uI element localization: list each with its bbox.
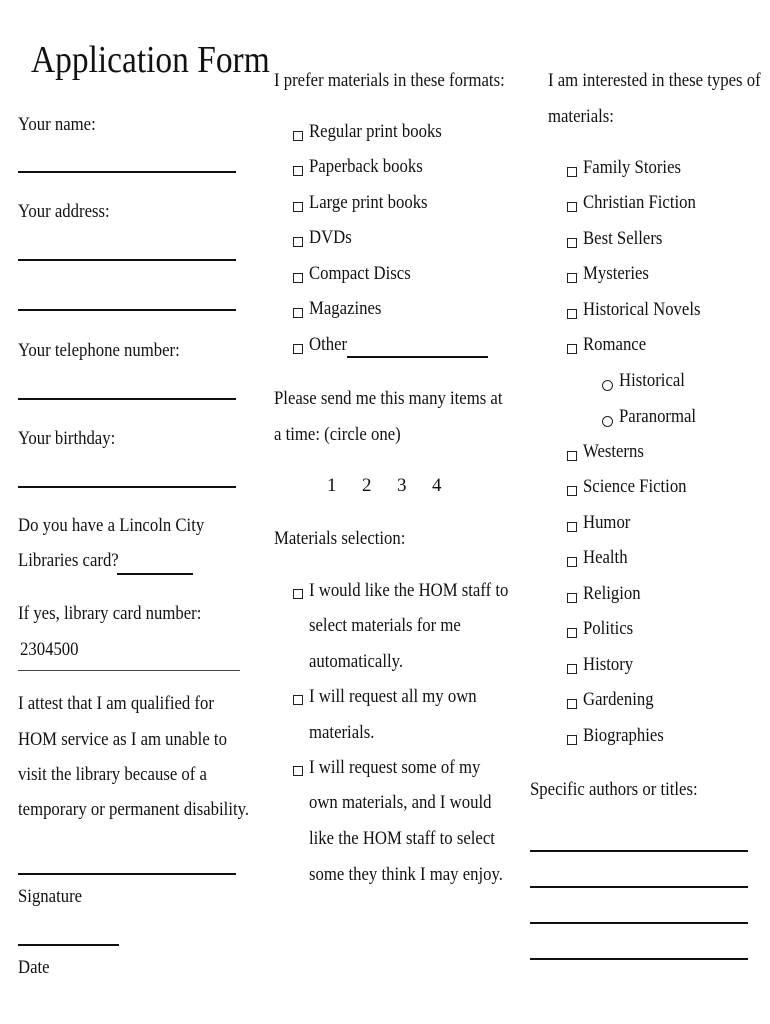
types-heading-line-2: materials: — [548, 106, 614, 127]
type-label: History — [583, 654, 634, 675]
card-number-value[interactable]: 2304500 — [20, 639, 79, 660]
romance-sub-label: Historical — [619, 370, 685, 391]
format-checkbox[interactable] — [293, 273, 303, 283]
address-field-line-1[interactable] — [18, 259, 236, 261]
authors-field-line[interactable] — [530, 958, 748, 960]
type-checkbox[interactable] — [567, 522, 577, 532]
count-option[interactable]: 3 — [397, 475, 407, 496]
type-checkbox[interactable] — [567, 557, 577, 567]
type-label: Best Sellers — [583, 228, 663, 249]
date-field[interactable] — [18, 944, 119, 946]
format-option-label: Paperback books — [309, 156, 423, 177]
items-question-line-2: a time: (circle one) — [274, 424, 401, 445]
count-option[interactable]: 4 — [432, 475, 442, 496]
selection-checkbox[interactable] — [293, 766, 303, 776]
type-label: Family Stories — [583, 157, 682, 178]
name-label: Your name: — [18, 114, 96, 135]
romance-sub-radio[interactable] — [602, 380, 613, 391]
card-question-line-1: Do you have a Lincoln City — [18, 515, 205, 536]
type-label: Humor — [583, 512, 631, 533]
type-label: Romance — [583, 334, 647, 355]
phone-label: Your telephone number: — [18, 340, 180, 361]
selection-option-line: some they think I may enjoy. — [309, 864, 503, 885]
authors-field-line[interactable] — [530, 886, 748, 888]
count-option[interactable]: 2 — [362, 475, 372, 496]
type-checkbox[interactable] — [567, 735, 577, 745]
format-option-label: Regular print books — [309, 121, 442, 142]
selection-option-line: I would like the HOM staff to — [309, 580, 509, 601]
attest-line: temporary or permanent disability. — [18, 799, 250, 820]
attest-line: HOM service as I am unable to — [18, 729, 227, 750]
form-title: Application Form — [31, 39, 270, 81]
signature-field[interactable] — [18, 873, 236, 875]
format-checkbox[interactable] — [293, 166, 303, 176]
address-label: Your address: — [18, 201, 110, 222]
selection-option-line: select materials for me — [309, 615, 461, 636]
format-checkbox[interactable] — [293, 308, 303, 318]
type-label: Gardening — [583, 689, 654, 710]
type-checkbox[interactable] — [567, 309, 577, 319]
type-label: Historical Novels — [583, 299, 701, 320]
selection-checkbox[interactable] — [293, 589, 303, 599]
selection-option-line: I will request all my own — [309, 686, 477, 707]
attest-line: I attest that I am qualified for — [18, 693, 214, 714]
selection-option-line: materials. — [309, 722, 375, 743]
authors-label: Specific authors or titles: — [530, 779, 698, 800]
types-heading-line-1: I am interested in these types of — [548, 70, 761, 91]
type-label: Biographies — [583, 725, 664, 746]
card-number-label: If yes, library card number: — [18, 603, 202, 624]
format-option-label: Large print books — [309, 192, 428, 213]
format-checkbox[interactable] — [293, 344, 303, 354]
format-checkbox[interactable] — [293, 131, 303, 141]
romance-sub-radio[interactable] — [602, 416, 613, 427]
type-checkbox[interactable] — [567, 238, 577, 248]
authors-field-line[interactable] — [530, 922, 748, 924]
type-checkbox[interactable] — [567, 202, 577, 212]
type-label: Religion — [583, 583, 641, 604]
type-checkbox[interactable] — [567, 664, 577, 674]
type-label: Christian Fiction — [583, 192, 696, 213]
card-answer-field[interactable] — [117, 573, 193, 575]
date-label: Date — [18, 957, 50, 978]
selection-option-line: automatically. — [309, 651, 404, 672]
type-checkbox[interactable] — [567, 593, 577, 603]
name-field[interactable] — [18, 171, 236, 173]
selection-option-line: own materials, and I would — [309, 792, 492, 813]
type-checkbox[interactable] — [567, 167, 577, 177]
card-question-line-2: Libraries card? — [18, 550, 119, 571]
attest-line: visit the library because of a — [18, 764, 207, 785]
format-checkbox[interactable] — [293, 237, 303, 247]
type-label: Politics — [583, 618, 634, 639]
selection-heading: Materials selection: — [274, 528, 406, 549]
items-question-line-1: Please send me this many items at — [274, 388, 503, 409]
type-label: Mysteries — [583, 263, 649, 284]
signature-label: Signature — [18, 886, 83, 907]
formats-heading: I prefer materials in these formats: — [274, 70, 505, 91]
address-field-line-2[interactable] — [18, 309, 236, 311]
type-checkbox[interactable] — [567, 628, 577, 638]
card-number-underline — [18, 670, 240, 671]
format-option-label: Compact Discs — [309, 263, 411, 284]
selection-option-line: I will request some of my — [309, 757, 481, 778]
type-checkbox[interactable] — [567, 273, 577, 283]
type-checkbox[interactable] — [567, 486, 577, 496]
birthday-field[interactable] — [18, 486, 236, 488]
authors-field-line[interactable] — [530, 850, 748, 852]
format-option-label: Other — [309, 334, 348, 355]
other-format-field[interactable] — [347, 356, 488, 358]
type-checkbox[interactable] — [567, 344, 577, 354]
format-option-label: Magazines — [309, 298, 382, 319]
format-checkbox[interactable] — [293, 202, 303, 212]
type-checkbox[interactable] — [567, 451, 577, 461]
birthday-label: Your birthday: — [18, 428, 116, 449]
selection-checkbox[interactable] — [293, 695, 303, 705]
selection-option-line: like the HOM staff to select — [309, 828, 495, 849]
format-option-label: DVDs — [309, 227, 352, 248]
romance-sub-label: Paranormal — [619, 406, 697, 427]
type-label: Health — [583, 547, 628, 568]
phone-field[interactable] — [18, 398, 236, 400]
type-checkbox[interactable] — [567, 699, 577, 709]
count-option[interactable]: 1 — [327, 475, 337, 496]
type-label: Westerns — [583, 441, 644, 462]
type-label: Science Fiction — [583, 476, 687, 497]
